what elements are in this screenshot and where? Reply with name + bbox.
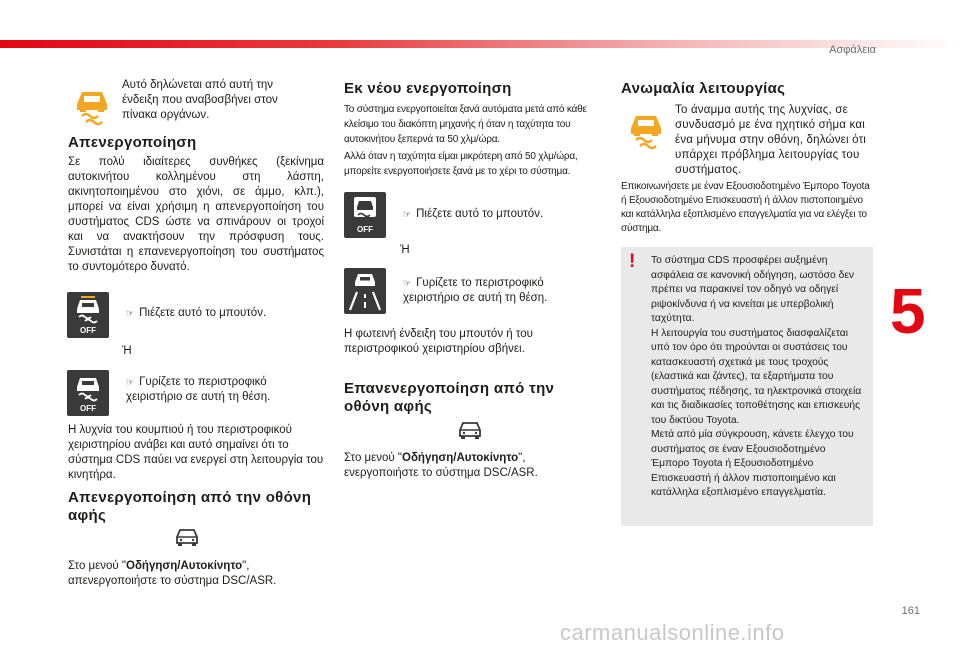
road-lane-rotary-icon	[344, 268, 386, 314]
turn-wheel-text: ☞ Γυρίζετε το περιστροφικό χειριστήριο σε αυτή τη θέση.	[126, 376, 271, 403]
car-menu-icon-2	[458, 419, 482, 441]
reactivation-text-1: Το σύστημα ενεργοποιείται ξανά αυτόματα μετά από κάθε κλείσιμο του διακόπτη μηχανής ή όταν η ταχύτητα του αυτοκινήτου ξεπερνά τα 50 χλμ/ώρα.	[344, 104, 587, 145]
safety-note-box	[621, 247, 873, 526]
malfunction-text-2: Επικοινωνήσετε με έναν Εξουσιοδοτημένο Έμπορο Toyota ή Εξουσιοδοτημένο Επισκευαστή ή άλλον πιστοποιημένο και κατάλληλα εξοπλισμένο επαγγελματία για να ελέγξει το σύστημα.	[621, 181, 870, 234]
section-title: Ασφάλεια	[829, 44, 876, 56]
reactivation-text-2: Αλλά όταν η ταχύτητα είμαι μικρότερη από 50 χλμ/ώρα, μπορείτε ενεργοποιήσετε ξανά με το χέρι το σύστημα.	[344, 151, 578, 177]
malfunction-text-1: Το άναμμα αυτής της λυχνίας, σε συνδυασμό με ένα ηχητικό σήμα και ένα μήνυμα στην οθόνη, δηλώνει ότι υπάρχει πρόβλημα λειτουργίας του συστήματος.	[675, 104, 867, 176]
press-button-text: ☞ Πιέζετε αυτό το μπουτόν.	[126, 307, 267, 319]
warning-exclamation-icon: !	[629, 251, 636, 272]
or-text-2: Ή	[400, 244, 410, 256]
deactivation-title: Απενεργοποίηση	[68, 134, 197, 151]
header-accent-bar	[0, 40, 960, 48]
led-on-text: Η λυχνία του κουμπιού ή του περιστροφικού χειριστηρίου ανάβει και αυτό σημαίνει ότι το σύστημα CDS παύει να ενεργεί στη λειτουργία του κινητήρα.	[68, 424, 324, 481]
svg-text:OFF: OFF	[80, 404, 96, 413]
watermark: carmanualsonline.info	[560, 620, 785, 645]
touchscreen-deactivation-title: Απενεργοποίηση από την οθόνη αφής	[68, 489, 312, 524]
touchscreen-reactivation-title: Επανενεργοποίηση από την οθόνη αφής	[344, 380, 555, 415]
chapter-number: 5	[890, 275, 926, 347]
touchscreen-deactivation-text: Στο μενού "Οδήγηση/Αυτοκίνητο", απενεργοποιήστε το σύστημα DSC/ASR.	[68, 560, 277, 587]
esp-off-button-icon	[67, 292, 109, 338]
deactivation-text: Σε πολύ ιδιαίτερες συνθήκες (ξεκίνημα αυτοκινήτου κολλημένου στη λάσπη, ακινητοποιημένου στο χιόνι, σε άμμο, κλπ.), μπορεί να είναι χρήσιμη η απενεργοποίηση του συστήματος CDS ώστε να σπινάρουν οι τροχοί και να ανακτήσουν την πρόσφυση τους. Συνιστάται η επανενεργοποίηση του συστήματος το συντομότερο δυνατό.	[68, 156, 324, 273]
intro-text: Αυτό δηλώνεται από αυτή την ένδειξη που αναβοσβήνει στον πίνακα οργάνων.	[122, 79, 278, 121]
esp-off-rotary-icon	[67, 370, 109, 416]
reactivation-title: Εκ νέου ενεργοποίηση	[344, 80, 512, 97]
malfunction-title: Ανωμαλία λειτουργίας	[621, 80, 786, 97]
skid-warning-icon	[72, 86, 112, 126]
turn-wheel-text-2: ☞ Γυρίζετε το περιστροφικό χειριστήριο σε αυτή τη θέση.	[403, 277, 548, 304]
or-text: Ή	[122, 345, 132, 357]
esp-off-button-icon-2	[344, 192, 386, 238]
svg-text:OFF: OFF	[357, 225, 373, 234]
page-number: 161	[901, 605, 920, 617]
touchscreen-reactivation-text: Στο μενού "Οδήγηση/Αυτοκίνητο", ενεργοποιήστε το σύστημα DSC/ASR.	[344, 452, 538, 479]
off-label: OFF	[80, 326, 96, 335]
car-menu-icon	[175, 526, 199, 548]
press-button-text-2: ☞ Πιέζετε αυτό το μπουτόν.	[403, 208, 544, 220]
skid-warning-icon-2	[626, 110, 666, 150]
arrow-icon: ☞	[403, 278, 417, 288]
safety-note-text: Το σύστημα CDS προσφέρει αυξημένη ασφάλεια σε κανονική οδήγηση, ωστόσο δεν πρέπει να παρακινεί τον οδηγό να οδηγεί ριψοκίνδυνα ή να κινείται με υπερβολική ταχύτητα. Η λειτουργία του συστήματος διασφαλίζεται υπό τον όρο ότι τηρούνται οι συστάσεις του κατασκευαστή σχετικά με τους τροχούς (ελαστικά και ζάντες), τα εξαρτήματα του συστήματος πέδησης, τα ηλεκτρονικά στοιχεία και τις διαδικασίες τοποθέτησης και επισκευής του δικτύου Toyota. Μετά από μία σύγκρουση, κάνετε έλεγχο του συστήματος σε έναν Εξουσιοδοτημένο Έμπορο Toyota ή Εξουσιοδοτημένο Επισκευαστή ή άλλον πιστοποιημένο και κατάλληλα εξοπλισμένο επαγγελματία.	[651, 255, 862, 498]
arrow-icon: ☞	[126, 377, 140, 387]
arrow-icon: ☞	[403, 209, 417, 219]
arrow-icon: ☞	[126, 308, 140, 318]
led-off-text: Η φωτεινή ένδειξη του μπουτόν ή του περιστροφικού χειριστηρίου σβήνει.	[344, 328, 533, 355]
